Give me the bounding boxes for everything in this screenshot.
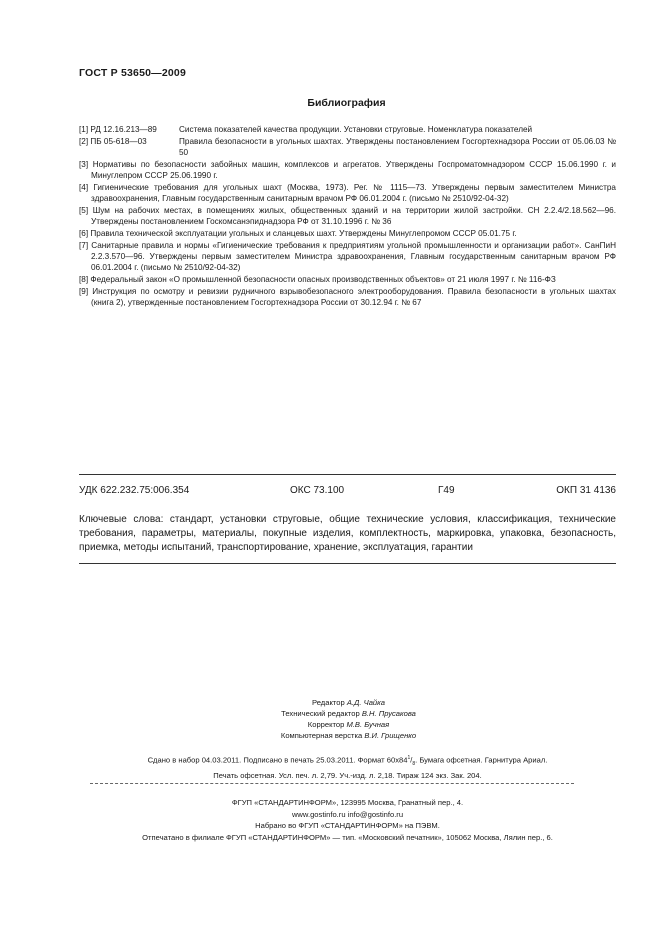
okp-code: ОКП 31 4136 <box>556 485 616 496</box>
bibliography-entry-text: Шум на рабочих местах, в помещениях жилых, общественных зданий и на территории жилой застройки. СН 2.2.4/2.18.562—96. Утверждены постановлением Госкомсанэпиднадзора РФ от 31.10.1996 г. № 36 <box>91 206 616 226</box>
document-id: ГОСТ Р 53650—2009 <box>79 67 187 79</box>
bibliography-title: Библиография <box>307 97 386 109</box>
bibliography-entry-num: [3] <box>79 160 89 169</box>
bibliography-entry-text: Санитарные правила и нормы «Гигиенические требования к предприятиям угольной промышленности и организации работ». СанПиН 2.2.3.570—96. Утверждены первым заместителем Министра здравоохранения, Главным государственным санитарным врачом РФ 06.01.2004 г. (письмо № 2510/92-04-32) <box>91 241 616 272</box>
publisher-printed: Отпечатано в филиале ФГУП «СТАНДАРТИНФОРМ» — тип. «Московский печатник», 105062 Москва, Лялин пер., 6. <box>142 832 553 842</box>
bibliography-entry-num: [5] <box>79 206 89 215</box>
publisher-typeset: Набрано во ФГУП «СТАНДАРТИНФОРМ» на ПЭВМ. <box>255 821 440 831</box>
editors-block <box>0 697 661 741</box>
udk-code: УДК 622.232.75:006.354 <box>79 485 190 496</box>
bibliography-entry <box>79 159 616 181</box>
tech-editor-line: Технический редактор В.Н. Прусакова <box>281 709 416 718</box>
bibliography-entry-num: [9] <box>79 287 89 296</box>
bibliography-entry <box>79 228 616 239</box>
publisher-block <box>79 797 616 843</box>
bibliography-entry-text: Гигиенические требования для угольных шахт (Москва, 1973). Рег. № 1115—73. Утверждены первым заместителем Министра здравоохранения, Главным государственным санитарным врачом РФ 06.01.2004 г. (письмо № 2510/92-04-32) <box>91 183 616 203</box>
group-code: Г49 <box>438 485 455 496</box>
bibliography-entry <box>79 124 616 135</box>
publisher-web: www.gostinfo.ru info@gostinfo.ru <box>291 809 404 819</box>
bibliography-entry-num: [4] <box>79 183 89 192</box>
bibliography-entry <box>79 205 616 227</box>
bibliography-entry <box>79 286 616 308</box>
imprint-line-2: Печать офсетная. Усл. печ. л. 2,79. Уч.-изд. л. 2,18. Тираж 124 экз. Зак. 204. <box>213 771 482 781</box>
bibliography-entry <box>79 240 616 273</box>
section-divider-bottom <box>79 563 616 564</box>
bibliography-entry-num: [7] <box>79 241 89 250</box>
bibliography-entry-text: Правила безопасности в угольных шахтах. Утверждены постановлением Госгортехнадзора России от 05.06.03 № 50 <box>179 137 616 157</box>
bibliography-entry-text: Инструкция по осмотру и ревизии рудничного взрывобезопасного электрооборудования. Правила безопасности в угольных шахтах (книга 2), утвержденные постановлением Госгортехнадзора России от 30.12.94 г. № 67 <box>91 287 616 307</box>
proofreader-line: Корректор М.В. Бучная <box>307 720 390 729</box>
bibliography-entry-text: Федеральный закон «О промышленной безопасности опасных производственных объектов» от 21 июля 1997 г. № 116-ФЗ <box>90 275 556 284</box>
imprint-divider <box>90 783 574 784</box>
bibliography-entry-num: [8] <box>79 275 89 284</box>
bibliography-entry-text: Система показателей качества продукции. Установки струговые. Номенклатура показателей <box>179 125 533 134</box>
bibliography-entry-ref: [1] РД 12.16.213—89 <box>79 125 157 134</box>
imprint-line-1: Сдано в набор 04.03.2011. Подписано в печать 25.03.2011. Формат $60x84^1/_8$. Бумага офсетная. Гарнитура Ариал. <box>147 755 548 768</box>
section-divider-top <box>79 474 616 475</box>
bibliography-entry-text: Правила технической эксплуатации угольных и сланцевых шахт. Утверждены Минуглепромом СССР 05.01.75 г. <box>90 229 517 238</box>
bibliography-entry-num: [6] <box>79 229 89 238</box>
bibliography-entry <box>79 136 616 158</box>
publisher-address: ФГУП «СТАНДАРТИНФОРМ», 123995 Москва, Гранатный пер., 4. <box>231 798 464 807</box>
oks-code: ОКС 73.100 <box>290 485 345 496</box>
bibliography-entry-ref: [2] ПБ 05-618—03 <box>79 137 147 146</box>
bibliography-list <box>79 124 616 309</box>
bibliography-entry-text: Нормативы по безопасности забойных машин, комплексов и агрегатов. Утверждены Госпроматомнадзором СССР 15.06.1990 г. и Минуглепром СССР 25.06.1990 г. <box>91 160 616 180</box>
keywords-paragraph: Ключевые слова: стандарт, установки струговые, общие технические условия, классификация, технические требования, параметры, материалы, покупные изделия, комплектность, маркировка, упаковка, безопасность, приемка, методы испытаний, транспортирование, хранение, эксплуатация, гарантии <box>79 514 616 553</box>
layout-line: Компьютерная верстка В.И. Грищенко <box>280 731 417 740</box>
editor-line: Редактор А.Д. Чайка <box>312 698 385 707</box>
imprint-block <box>79 752 616 782</box>
bibliography-entry <box>79 274 616 285</box>
bibliography-entry <box>79 182 616 204</box>
